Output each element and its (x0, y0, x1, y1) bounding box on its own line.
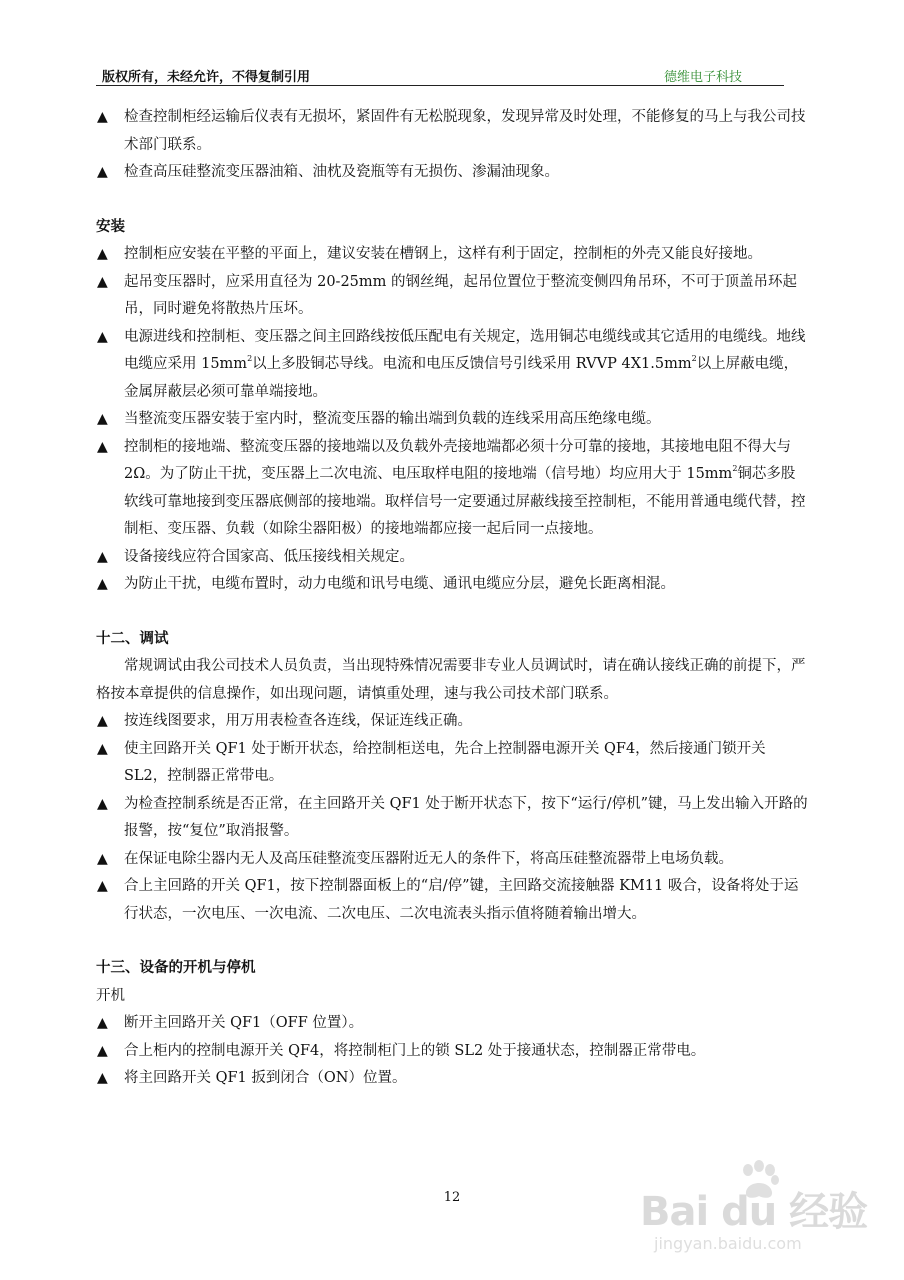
bullet-text: 合上柜内的控制电源开关 QF4，将控制柜门上的锁 SL2 处于接通状态，控制器正常带电。 (124, 1042, 706, 1059)
bullet-item (96, 1010, 808, 1038)
bullet-item (96, 873, 808, 928)
section-heading: 安装 (96, 218, 125, 235)
triangle-bullet-icon: ▲ (97, 548, 108, 565)
bullet-text: 起吊变压器时，应采用直径为 20-25mm 的钢丝绳，起吊位置位于整流变侧四角吊环，不可于顶盖吊环起吊，同时避免将散热片压坏。 (124, 273, 798, 317)
bullet-item (96, 708, 808, 736)
bullet-item (96, 406, 808, 434)
bullet-text: 为检查控制系统是否正常，在主回路开关 QF1 处于断开状态下，按下“运行/停机”键，马上发出输入开路的报警，按“复位”取消报警。 (124, 795, 808, 839)
triangle-bullet-icon: ▲ (97, 1015, 108, 1031)
bullet-item (96, 846, 808, 874)
bullet-text: 合上主回路的开关 QF1，按下控制器面板上的“启/停”键，主回路交流接触器 KM11 吸合，设备将处于运行状态，一次电压、一次电流、二次电压、二次电流表头指示值将随着输出增大。 (124, 878, 799, 922)
bullet-text: 当整流变压器安装于室内时，整流变压器的输出端到负载的连线采用高压绝缘电缆。 (124, 411, 661, 427)
section-gap (96, 599, 808, 626)
triangle-bullet-icon: ▲ (97, 438, 108, 455)
triangle-bullet-icon: ▲ (97, 878, 108, 894)
bullet-item (96, 324, 808, 407)
triangle-bullet-icon: ▲ (97, 850, 108, 867)
document-body (96, 104, 808, 1093)
triangle-bullet-icon: ▲ (97, 576, 108, 592)
bullet-text-part: 电源进线和控制柜、变压器之间主回路线按低压配电有关规定，选用铜芯电缆线或其它适用的电缆线。地线电缆应采用 15mm (124, 328, 806, 372)
triangle-bullet-icon: ▲ (97, 713, 108, 729)
bullet-text: 为防止干扰，电缆布置时，动力电缆和讯号电缆、通讯电缆应分层，避免长距离相混。 (124, 576, 675, 592)
bullet-item (96, 104, 808, 159)
bullet-text-part: 以上屏蔽电缆，金属屏蔽层必须可靠单端接地。 (124, 356, 799, 400)
triangle-bullet-icon: ▲ (97, 246, 108, 262)
bullet-text-part: 铜芯多股软线可靠地接到变压器底侧部的接地端。取样信号一定要通过屏蔽线接至控制柜，不能用普通电缆代替，控制柜、变压器、负载（如除尘器阳极）的接地端都应接一起后同一点接地。 (124, 466, 806, 537)
section-gap (96, 187, 808, 214)
triangle-bullet-icon: ▲ (97, 328, 108, 345)
section-heading: 十三、设备的开机与停机 (96, 960, 256, 976)
watermark-url: jingyan.baidu.com (654, 1234, 802, 1253)
header-rule (96, 85, 784, 86)
bullet-text: 将主回路开关 QF1 扳到闭合（ON）位置。 (124, 1070, 407, 1086)
superscript-unit: 2 (247, 354, 253, 363)
bullet-text: 检查控制柜经运输后仪表有无损坏，紧固件有无松脱现象，发现异常及时处理，不能修复的马上与我公司技术部门联系。 (124, 109, 806, 153)
header-copyright: 版权所有，未经允许，不得复制引用 (102, 70, 311, 85)
section-gap (96, 928, 808, 955)
triangle-bullet-icon: ▲ (97, 1042, 108, 1059)
bullet-item (96, 159, 808, 187)
triangle-bullet-icon: ▲ (97, 795, 108, 812)
bullet-text: 按连线图要求，用万用表检查各连线，保证连线正确。 (124, 713, 472, 729)
bullet-item (96, 269, 808, 324)
triangle-bullet-icon: ▲ (97, 164, 108, 180)
bullet-item (96, 1038, 808, 1066)
triangle-bullet-icon: ▲ (97, 273, 108, 290)
triangle-bullet-icon: ▲ (97, 740, 108, 757)
superscript-unit: 2 (691, 354, 697, 363)
bullet-text: 设备接线应符合国家高、低压接线相关规定。 (124, 548, 414, 565)
bullet-text: 使主回路开关 QF1 处于断开状态，给控制柜送电，先合上控制器电源开关 QF4，然后接通门锁开关 SL2，控制器正常带电。 (124, 740, 766, 784)
header-company: 德维电子科技 (664, 70, 743, 85)
triangle-bullet-icon: ▲ (97, 411, 108, 427)
bullet-item (96, 544, 808, 572)
body-paragraph: 常规调试由我公司技术人员负责，当出现特殊情况需要非专业人员调试时，请在确认接线正确的前提下，严格按本章提供的信息操作，如出现问题，请慎重处理，速与我公司技术部门联系。 (96, 658, 806, 702)
bullet-text-part: 以上多股铜芯导线。电流和电压反馈信号引线采用 RVVP 4X1.5mm (252, 356, 692, 372)
watermark (640, 1150, 880, 1260)
page-number: 12 (443, 1190, 461, 1205)
bullet-item (96, 241, 808, 269)
bullet-item (96, 571, 808, 599)
bullet-text: 断开主回路开关 QF1（OFF 位置）。 (124, 1015, 364, 1031)
bullet-item (96, 791, 808, 846)
bullet-text: 控制柜应安装在平整的平面上，建议安装在槽钢上，这样有利于固定，控制柜的外壳又能良好接地。 (124, 246, 762, 262)
superscript-unit: 2 (732, 464, 738, 473)
triangle-bullet-icon: ▲ (97, 1070, 108, 1086)
subheading-text: 开机 (96, 987, 125, 1004)
bullet-text-part: 控制柜的接地端、整流变压器的接地端以及负载外壳接地端都必须十分可靠的接地，其接地电阻不得大与 2Ω。为了防止干扰，变压器上二次电流、电压取样电阻的接地端（信号地）均应用大于 15mm (124, 438, 791, 482)
bullet-text: 检查高压硅整流变压器油箱、油枕及瓷瓶等有无损伤、渗漏油现象。 (124, 164, 559, 180)
section-heading: 十二、调试 (96, 630, 169, 647)
triangle-bullet-icon: ▲ (97, 109, 108, 125)
bullet-item (96, 736, 808, 791)
bullet-item (96, 1065, 808, 1093)
bullet-item (96, 434, 808, 544)
bullet-text: 在保证电除尘器内无人及高压硅整流变压器附近无人的条件下，将高压硅整流器带上电场负载。 (124, 850, 733, 867)
watermark-brand: Bai du 经验 (640, 1189, 868, 1235)
